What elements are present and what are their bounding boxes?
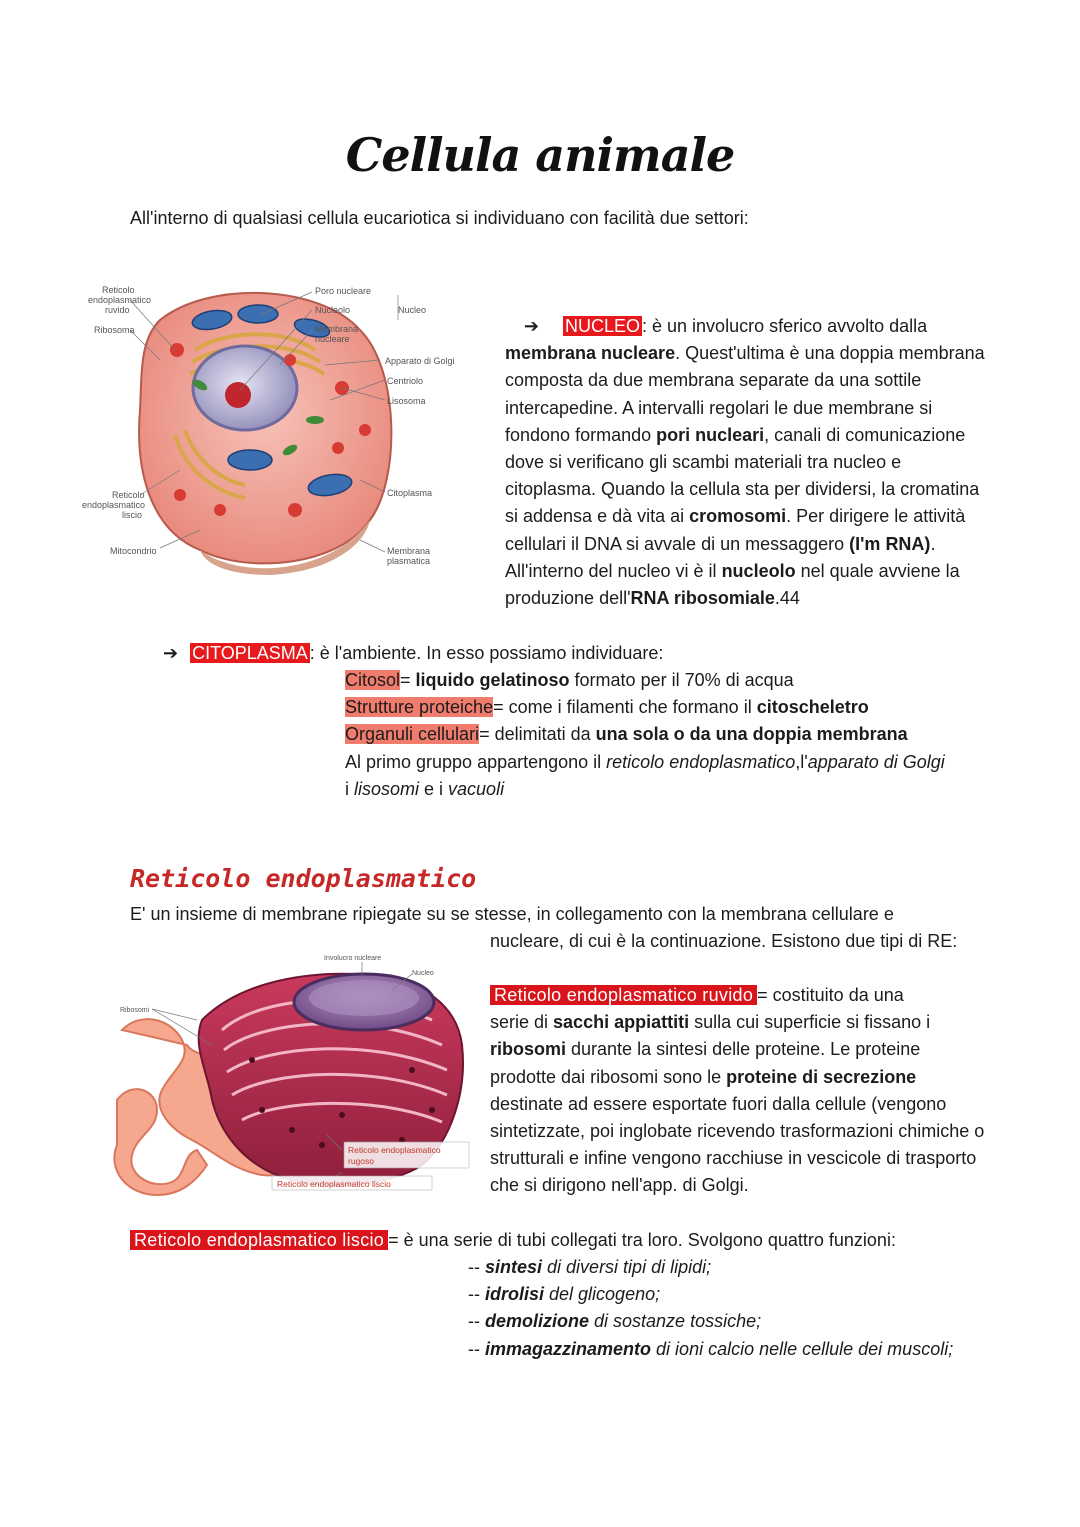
label-lisosoma: Lisosoma <box>387 396 426 406</box>
text-run: = come i filamenti che formano il <box>493 697 757 718</box>
rer-line <box>490 1009 1050 1036</box>
label-reticolo-ruvido-2: endoplasmatico <box>88 295 152 305</box>
text-run: . Per dirigere le attività <box>786 506 966 527</box>
nucleo-line <box>505 558 1065 585</box>
rer-line <box>490 1064 1050 1091</box>
text-run: -- <box>468 1338 485 1359</box>
text-run: si addensa e dà vita ai <box>505 506 690 527</box>
ser-functions-list <box>468 1254 1058 1363</box>
nucleo-line <box>505 531 1065 558</box>
text-run: lisosomi <box>354 778 420 799</box>
label-membrana-nucleare-2: nucleare <box>315 334 350 344</box>
text-run: di diversi tipi di lipidi; <box>542 1257 712 1277</box>
text-run: , canali di comunicazione <box>764 424 966 445</box>
nucleo-line <box>505 449 1065 476</box>
text-run: serie di <box>490 1012 554 1033</box>
text-run: reticolo endoplasmatico <box>606 751 796 772</box>
text-run: sintesi <box>485 1257 543 1277</box>
rer-line <box>490 1036 1050 1063</box>
text-run: una sola o da una doppia membrana <box>595 724 908 745</box>
text-run: Organuli cellulari <box>345 724 480 745</box>
text-run: . <box>930 533 936 554</box>
nucleo-section <box>505 313 1065 612</box>
text-run: (I'm RNA) <box>849 533 931 554</box>
label-involucro-nucleare: Involucro nucleare <box>324 955 382 962</box>
label-rugoso-1: Reticolo endoplasmatico <box>348 1145 441 1155</box>
label-reticolo-liscio-3: liscio <box>122 510 143 520</box>
nucleo-line <box>505 476 1065 503</box>
rer-line <box>490 1145 1050 1172</box>
citoplasma-line <box>345 694 1045 721</box>
citoplasma-list <box>345 667 1045 803</box>
text-run: sintetizzate, poi inglobate ricevendo trasformazioni chimiche o <box>490 1121 985 1142</box>
text-run: cromosomi <box>689 506 787 527</box>
ser-function-item <box>468 1254 1058 1281</box>
text-run: ,l' <box>795 751 808 772</box>
text-run: = costituito da una <box>757 985 904 1005</box>
label-rugoso-2: rugoso <box>348 1156 374 1166</box>
text-run: proteine di secrezione <box>726 1066 917 1087</box>
citoplasma-rest: : è l'ambiente. In esso possiamo individuare: <box>309 643 664 663</box>
nucleo-line <box>505 340 1065 367</box>
re-intro-2: nucleare, di cui è la continuazione. Esistono due tipi di RE: <box>490 931 958 951</box>
text-run: citoscheletro <box>756 697 869 718</box>
text-run: strutturali e infine vengono racchiuse in vescicole di trasporto <box>490 1148 977 1169</box>
nucleo-line <box>505 503 1065 530</box>
text-run: intercapedine. A intervalli regolari le due membrane si <box>505 397 933 418</box>
text-run: liquido gelatinoso <box>415 670 570 690</box>
label-nucleo: Nucleo <box>398 305 427 315</box>
text-run: citoplasma. Quando la cellula sta per dividersi, la cromatina <box>505 479 980 500</box>
label-citoplasma: Citoplasma <box>387 488 433 498</box>
nucleo-line <box>505 585 1065 612</box>
label-reticolo-liscio-1: Reticolo <box>112 490 145 500</box>
nucleo-line <box>505 422 1065 449</box>
text-run: .44 <box>774 588 800 609</box>
text-run: Citosol <box>345 670 401 690</box>
text-run: demolizione <box>485 1311 590 1332</box>
endoplasmic-reticulum-illustration <box>112 950 477 1200</box>
label-nucleolo: Nucleolo <box>315 305 351 315</box>
text-run: sulla cui superficie si fissano i <box>689 1012 931 1033</box>
label-membrana-nucleare-1: Membrana <box>315 324 359 334</box>
label-reticolo-ruvido-1: Reticolo <box>102 285 135 295</box>
intro-text: All'interno di qualsiasi cellula eucariotica si individuano con facilità due settori: <box>130 208 749 228</box>
citoplasma-line <box>345 721 1045 748</box>
label-membrana-plasmatica-1: Membrana <box>387 546 431 556</box>
nucleo-term: NUCLEO <box>565 316 641 336</box>
label-ribosoma: Ribosoma <box>94 325 135 335</box>
text-run: sacchi appiattiti <box>553 1012 690 1033</box>
text-run: vacuoli <box>448 778 505 799</box>
rer-term: Reticolo endoplasmatico ruvido <box>490 985 757 1005</box>
text-run: i <box>345 778 354 799</box>
text-run: dove si verificano gli scambi materiali tra nucleo e <box>505 452 902 473</box>
label-reticolo-ruvido-3: ruvido <box>105 305 130 315</box>
citoplasma-term: CITOPLASMA <box>192 643 308 663</box>
text-run: pori nucleari <box>656 424 765 445</box>
citoplasma-line <box>345 749 1045 776</box>
text-run: -- <box>468 1257 485 1277</box>
rer-line <box>490 1091 1050 1118</box>
animal-cell-illustration <box>80 280 470 580</box>
ser-heading-line <box>130 1227 896 1254</box>
page-title: Cellula animale <box>345 128 735 182</box>
text-run: nel quale avviene la <box>795 560 960 581</box>
text-run: produzione dell' <box>505 588 631 609</box>
nucleo-line <box>505 367 1065 394</box>
text-run: Strutture proteiche <box>345 697 494 718</box>
text-run: formato per il 70% di acqua <box>569 670 794 690</box>
text-run: : è un involucro sferico avvolto dalla <box>642 316 928 336</box>
text-run: . Quest'ultima è una doppia membrana <box>675 343 985 364</box>
re-intro-1: E' un insieme di membrane ripiegate su se stesse, in collegamento con la membrana cellulare e <box>130 904 894 924</box>
re-heading: Reticolo endoplasmatico <box>130 864 477 893</box>
label-membrana-plasmatica-2: plasmatica <box>387 556 431 566</box>
nucleo-first-line <box>505 313 1065 340</box>
text-run: di sostanze tossiche; <box>589 1311 762 1332</box>
text-run: prodotte dai ribosomi sono le <box>490 1066 727 1087</box>
ser-rest: = è una serie di tubi collegati tra loro. Svolgono quattro funzioni: <box>388 1230 896 1250</box>
text-run: Al primo gruppo appartengono il <box>345 751 607 772</box>
ser-term: Reticolo endoplasmatico liscio <box>130 1230 388 1250</box>
text-run: membrana nucleare <box>505 343 676 364</box>
label-poro-nucleare: Poro nucleare <box>315 286 372 296</box>
text-run: ribosomi <box>490 1039 567 1060</box>
text-run: che si dirigono nell'app. di Golgi. <box>490 1175 749 1196</box>
label-golgi: Apparato di Golgi <box>385 356 455 366</box>
text-run: destinate ad essere esportate fuori dalla cellule (vengono <box>490 1093 947 1114</box>
arrow-icon: ➔ <box>163 643 179 663</box>
label-liscio: Reticolo endoplasmatico liscio <box>277 1179 391 1189</box>
label-nucleo-er: Nucleo <box>412 970 434 977</box>
text-run: idrolisi <box>485 1284 545 1305</box>
text-run: RNA ribosomiale <box>630 588 775 609</box>
text-run: fondono formando <box>505 424 657 445</box>
rer-line <box>490 1172 1050 1199</box>
text-run: immagazzinamento <box>485 1338 652 1359</box>
citoplasma-heading-line <box>163 640 663 667</box>
text-run: -- <box>468 1284 485 1305</box>
citoplasma-line <box>345 776 1045 803</box>
ser-function-item <box>468 1336 1058 1363</box>
ser-function-item <box>468 1281 1058 1308</box>
text-run: apparato di Golgi <box>807 751 945 772</box>
rer-line <box>490 1118 1050 1145</box>
nucleo-line <box>505 395 1065 422</box>
text-run: All'interno del nucleo vi è il <box>505 560 722 581</box>
label-mitocondrio: Mitocondrio <box>110 546 157 556</box>
text-run: e i <box>419 778 449 799</box>
rer-line <box>757 985 904 1005</box>
ser-function-item <box>468 1308 1058 1335</box>
nucleo-line <box>642 316 927 336</box>
rer-first-line <box>490 982 1050 1009</box>
arrow-icon: ➔ <box>523 316 539 336</box>
label-centriolo: Centriolo <box>387 376 424 386</box>
label-reticolo-liscio-2: endoplasmatico <box>82 500 146 510</box>
citoplasma-line <box>345 667 1045 694</box>
text-run: -- <box>468 1311 485 1332</box>
text-run: cellulari il DNA si avvale di un messaggero <box>505 533 850 554</box>
text-run: di ioni calcio nelle cellule dei muscoli; <box>651 1338 954 1359</box>
text-run: = delimitati da <box>479 724 596 745</box>
text-run: = <box>400 670 416 690</box>
label-ribosomi: Ribosomi <box>120 1007 150 1014</box>
text-run: durante la sintesi delle proteine. Le proteine <box>566 1039 921 1060</box>
text-run: composta da due membrana separate da una sottile <box>505 370 922 391</box>
text-run: del glicogeno; <box>544 1284 661 1305</box>
text-run: nucleolo <box>721 560 796 581</box>
rer-section <box>490 982 1050 1200</box>
